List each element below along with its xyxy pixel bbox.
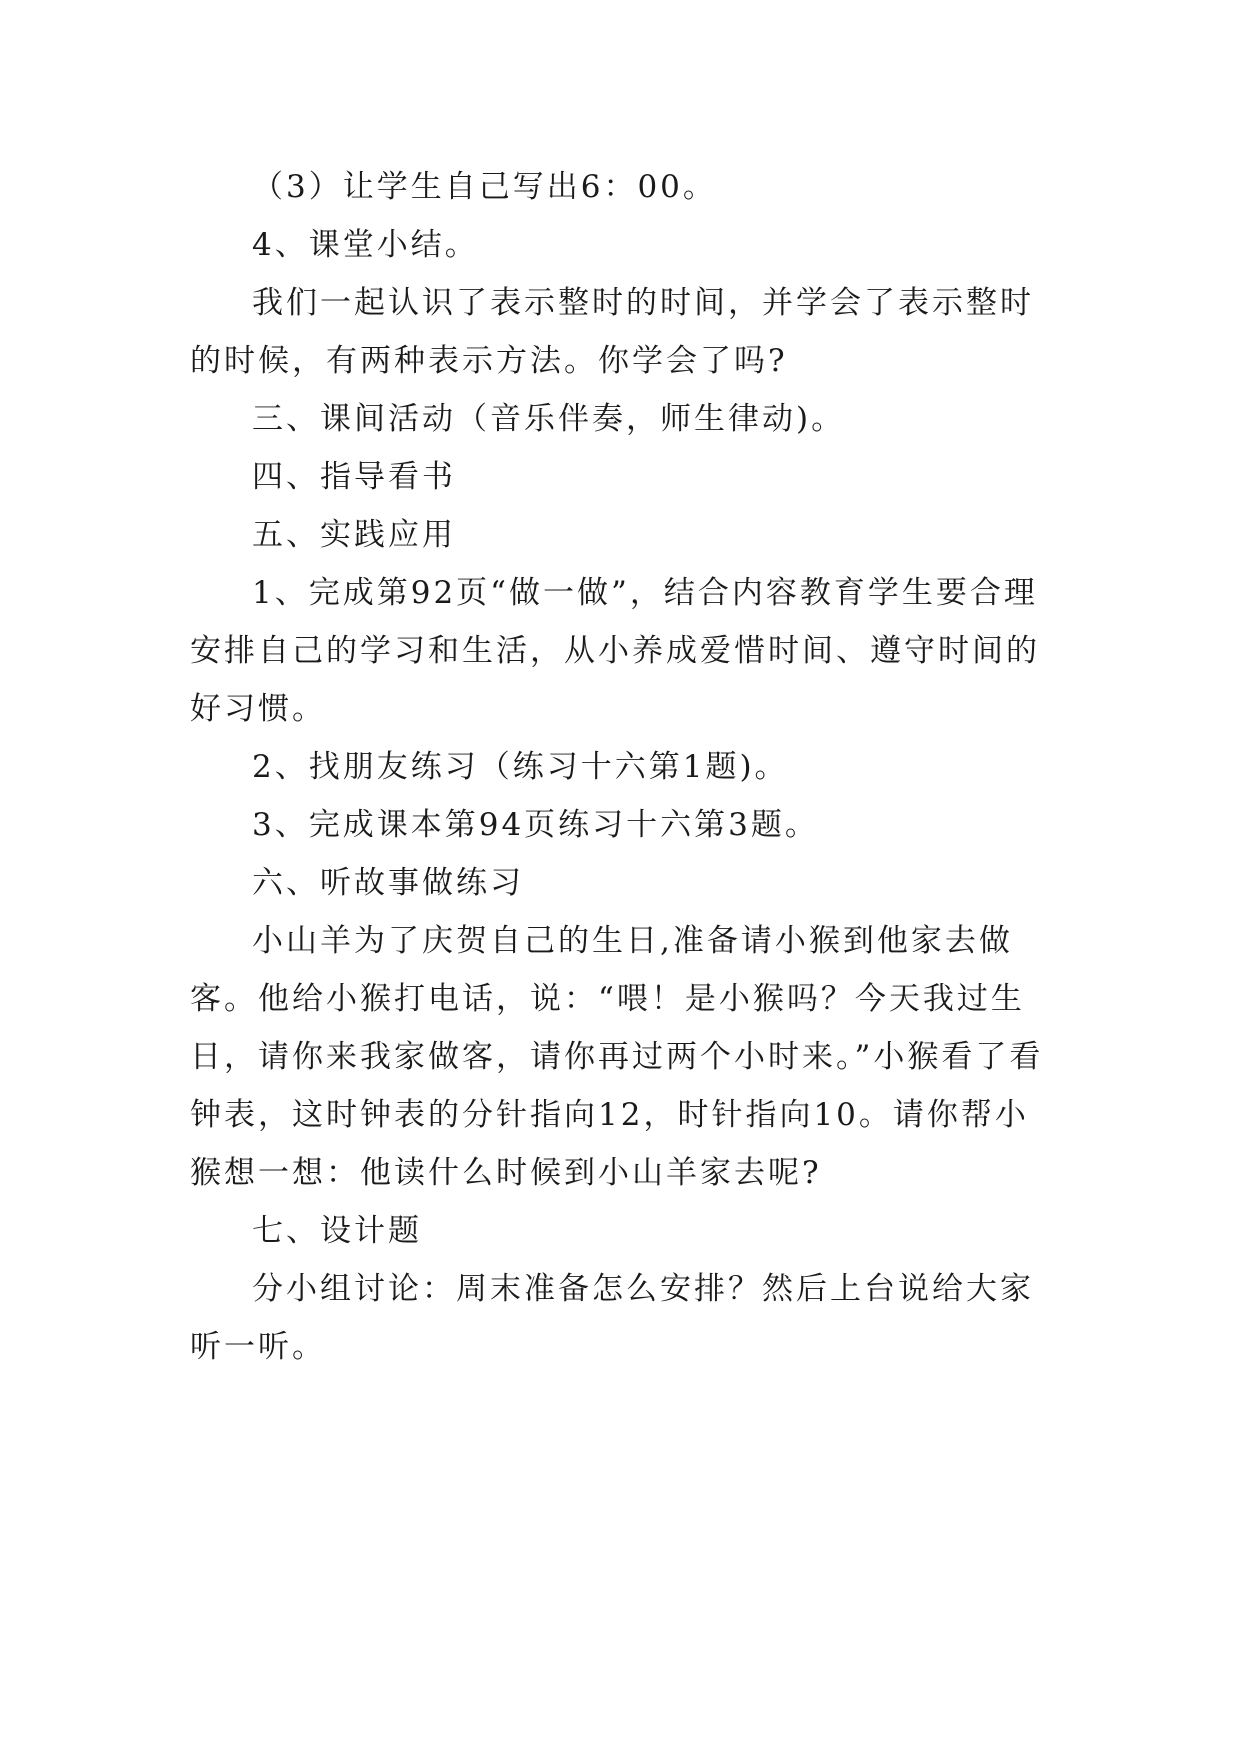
paragraph: 2、找朋友练习（练习十六第1题)。: [252, 749, 789, 785]
paragraph: 3、完成课本第94页练习十六第3题。: [252, 807, 819, 843]
document-body: [190, 158, 1060, 1376]
paragraph: （3）让学生自己写出6：00。: [252, 169, 717, 205]
paragraph: 五、实践应用: [252, 517, 456, 553]
paragraph: 小山羊为了庆贺自己的生日,准备请小猴到他家去做客。他给小猴打电话，说：“喂！是小猴吗？今天我过生日，请你来我家做客，请你再过两个小时来。”小猴看了看钟表，这时钟表的分针指向12，时针指向10。请你帮小猴想一想：他读什么时候到小山羊家去呢?: [190, 923, 1044, 1191]
paragraph: 六、听故事做练习: [252, 865, 524, 901]
paragraph: 4、课堂小结。: [252, 227, 479, 263]
paragraph: 分小组讨论：周末准备怎么安排？然后上台说给大家听一听。: [190, 1271, 1034, 1365]
paragraph: 我们一起认识了表示整时的时间，并学会了表示整时的时候，有两种表示方法。你学会了吗?: [190, 285, 1034, 379]
paragraph: 四、指导看书: [252, 459, 456, 495]
paragraph: 三、课间活动（音乐伴奏，师生律动)。: [252, 401, 846, 437]
paragraph: 1、完成第92页“做一做”，结合内容教育学生要合理安排自己的学习和生活，从小养成爱惜时间、遵守时间的好习惯。: [190, 575, 1040, 727]
paragraph: 七、设计题: [252, 1213, 422, 1249]
